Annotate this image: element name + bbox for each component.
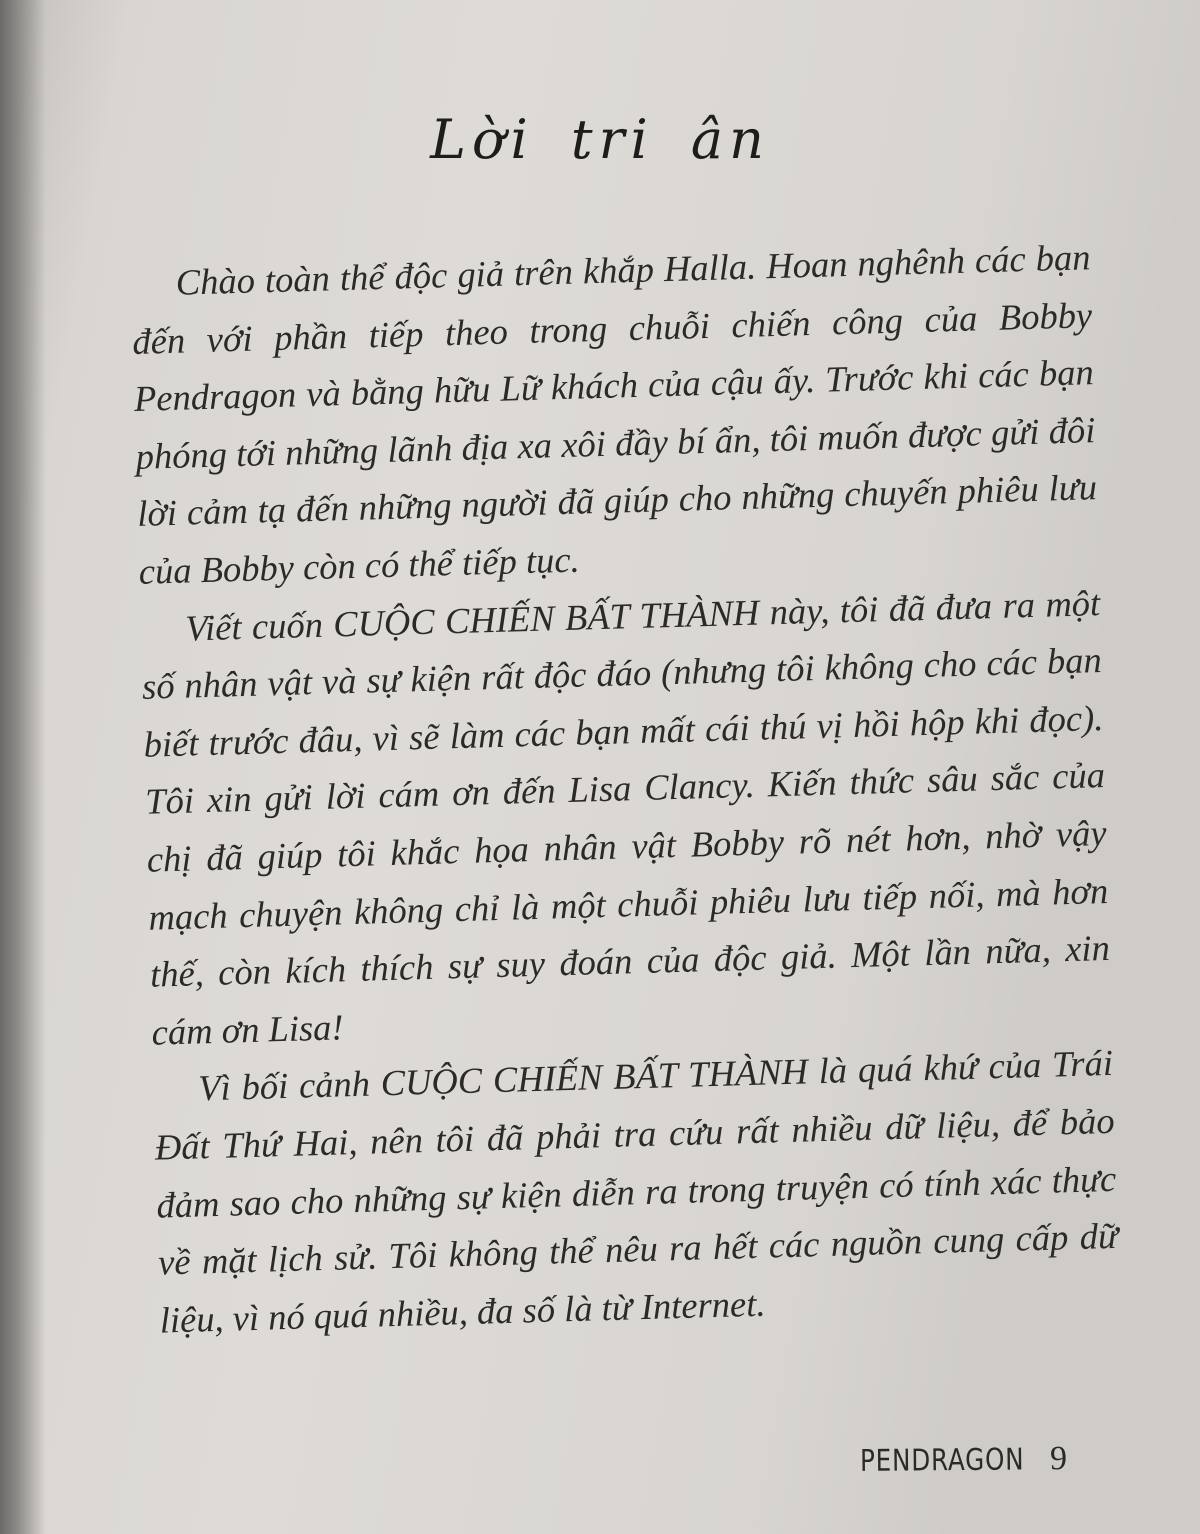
page-number: 9	[1049, 1440, 1068, 1478]
running-footer-title: PENDRAGON	[859, 1441, 1025, 1479]
paragraph-1: Chào toàn thể độc giả trên khắp Halla. Hoan nghênh các bạn đến với phần tiếp theo trong chuỗi chiến công của Bobby Pendragon và bằng hữu Lữ khách của cậu ấy. Trước khi các bạn phóng tới những lãnh địa xa xôi đầy bí ẩn, tôi muốn được gửi đôi lời cảm tạ đến những người đã giúp cho những chuyến phiêu lưu của Bobby còn có thể tiếp tục.	[131, 236, 1098, 592]
page-title: Lời tri ân	[430, 108, 770, 171]
paragraph-3: Vì bối cảnh CUỘC CHIẾN BẤT THÀNH là quá khứ của Trái Đất Thứ Hai, nên tôi đã phải tra cứu rất nhiều dữ liệu, để bảo đảm sao cho những sự kiện diễn ra trong truyện có tính xác thực về mặt lịch sử. Tôi không thể nêu ra hết các nguồn cung cấp dữ liệu, vì nó quá nhiều, đa số là từ Internet.	[154, 1042, 1119, 1341]
page-footer	[860, 1429, 1068, 1491]
page-body	[130, 228, 1120, 1349]
paragraph-2: Viết cuốn CUỘC CHIẾN BẤT THÀNH này, tôi đã đưa ra một số nhân vật và sự kiện rất độc đáo (nhưng tôi không cho các bạn biết trước đâu, vì sẽ làm các bạn mất cái thú vị hồi hộp khi đọc). Tôi xin gửi lời cám ơn đến Lisa Clancy. Kiến thức sâu sắc của chị đã giúp tôi khắc họa nhân vật Bobby rõ nét hơn, nhờ vậy mạch chuyện không chỉ là một chuỗi phiêu lưu tiếp nối, mà hơn thế, còn kích thích sự suy đoán của độc giả. Một lần nữa, xin cám ơn Lisa!	[141, 581, 1111, 1053]
